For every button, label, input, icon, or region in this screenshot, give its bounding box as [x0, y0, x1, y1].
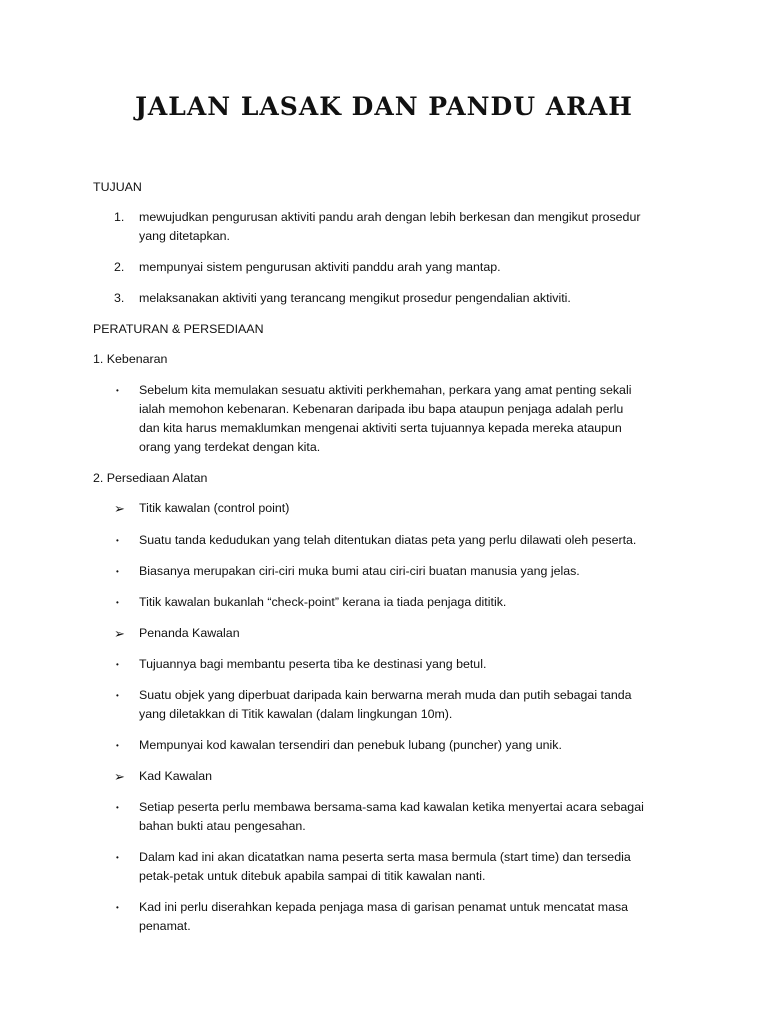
list-item-text: mewujudkan pengurusan aktiviti pandu arah dengan lebih berkesan dan mengikut prosedur: [139, 210, 641, 224]
bullet-text: Biasanya merupakan ciri-ciri muka bumi atau ciri-ciri buatan manusia yang jelas.: [139, 564, 580, 578]
bullet-icon: •: [116, 691, 119, 700]
bullet-icon: •: [116, 803, 119, 812]
bullet-text: Dalam kad ini akan dicatatkan nama peserta serta masa bermula (start time) dan tersedia: [139, 850, 631, 864]
bullet-text: Setiap peserta perlu membawa bersama-sama kad kawalan ketika menyertai acara sebagai: [139, 800, 644, 814]
bullet-text: petak-petak untuk ditebuk apabila sampai di titik kawalan nanti.: [139, 869, 486, 883]
list-number: 1.: [114, 210, 125, 224]
arrow-bullet-icon: ➢: [114, 626, 125, 641]
bullet-text: orang yang terdekat dengan kita.: [139, 440, 321, 454]
arrow-bullet-icon: ➢: [114, 501, 125, 516]
subheading-text: Titik kawalan (control point): [139, 501, 290, 515]
subheading-text: Kad Kawalan: [139, 769, 213, 783]
subheading-text: Penanda Kawalan: [139, 626, 240, 640]
document-title: JALAN LASAK DAN PANDU ARAH: [135, 92, 633, 121]
bullet-text: bahan bukti atau pengesahan.: [139, 819, 306, 833]
list-item-text: yang ditetapkan.: [139, 229, 230, 243]
list-number: 3.: [114, 291, 125, 305]
tujuan-heading: TUJUAN: [93, 180, 142, 194]
bullet-icon: •: [116, 567, 119, 576]
bullet-text: Suatu tanda kedudukan yang telah ditentukan diatas peta yang perlu dilawati oleh peserta.: [139, 533, 637, 547]
bullet-icon: •: [116, 660, 119, 669]
bullet-icon: •: [116, 598, 119, 607]
bullet-text: Suatu objek yang diperbuat daripada kain berwarna merah muda dan putih sebagai tanda: [139, 688, 632, 702]
section-heading-persediaan: 2. Persediaan Alatan: [93, 471, 208, 485]
bullet-text: Tujuannya bagi membantu peserta tiba ke destinasi yang betul.: [139, 657, 487, 671]
section-heading-kebenaran: 1. Kebenaran: [93, 352, 168, 366]
list-item-text: mempunyai sistem pengurusan aktiviti panddu arah yang mantap.: [139, 260, 501, 274]
bullet-icon: •: [116, 741, 119, 750]
bullet-text: Mempunyai kod kawalan tersendiri dan penebuk lubang (puncher) yang unik.: [139, 738, 562, 752]
bullet-text: dan kita harus memaklumkan mengenai aktiviti serta tujuannya kepada mereka ataupun: [139, 421, 622, 435]
peraturan-heading: PERATURAN & PERSEDIAAN: [93, 322, 264, 336]
bullet-icon: •: [116, 903, 119, 912]
bullet-icon: •: [116, 853, 119, 862]
list-item-text: melaksanakan aktiviti yang terancang mengikut prosedur pengendalian aktiviti.: [139, 291, 571, 305]
bullet-text: ialah memohon kebenaran. Kebenaran daripada ibu bapa ataupun penjaga adalah perlu: [139, 402, 624, 416]
arrow-bullet-icon: ➢: [114, 769, 125, 784]
bullet-text: penamat.: [139, 919, 191, 933]
bullet-text: Titik kawalan bukanlah “check-point” kerana ia tiada penjaga dititik.: [139, 595, 507, 609]
list-number: 2.: [114, 260, 125, 274]
bullet-text: Kad ini perlu diserahkan kepada penjaga masa di garisan penamat untuk mencatat masa: [139, 900, 629, 914]
bullet-text: yang diletakkan di Titik kawalan (dalam lingkungan 10m).: [139, 707, 453, 721]
bullet-icon: •: [116, 536, 119, 545]
bullet-icon: •: [116, 386, 119, 395]
bullet-text: Sebelum kita memulakan sesuatu aktiviti perkhemahan, perkara yang amat penting sekali: [139, 383, 632, 397]
